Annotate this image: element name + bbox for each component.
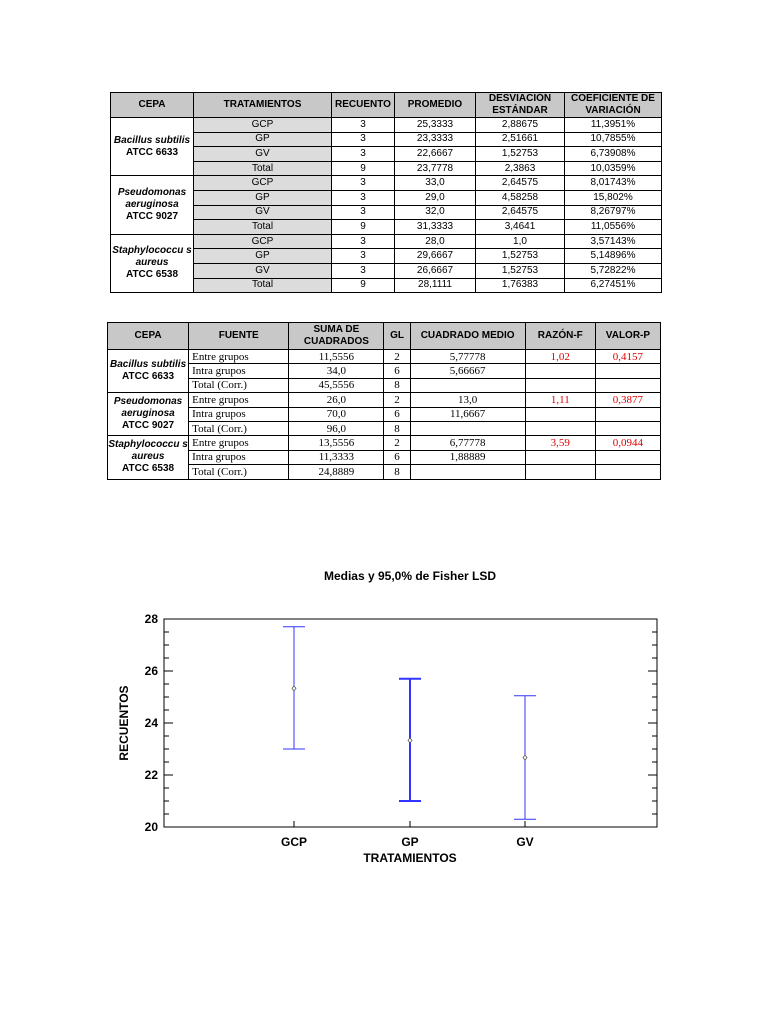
mean-square-cell: 6,77778	[410, 436, 525, 450]
table-row	[111, 263, 662, 278]
treatment-cell: GCP	[194, 234, 332, 249]
stdev-cell: 2,88675	[476, 118, 565, 133]
strain-cell	[111, 234, 194, 292]
mean-square-cell: 1,88889	[410, 450, 525, 464]
table-row	[108, 450, 661, 464]
source-cell: Total (Corr.)	[189, 465, 289, 479]
table2-header-row	[108, 323, 661, 350]
f-ratio-cell	[525, 465, 595, 479]
treatment-cell: GV	[194, 147, 332, 162]
table-row	[108, 378, 661, 392]
table-row	[111, 249, 662, 264]
source-cell: Entre grupos	[189, 393, 289, 407]
y-axis-label: RECUENTOS	[117, 685, 131, 761]
stdev-cell: 1,52753	[476, 263, 565, 278]
stdev-cell: 1,76383	[476, 278, 565, 293]
count-cell: 9	[332, 220, 395, 235]
x-tick-label: GP	[401, 835, 419, 849]
count-cell: 3	[332, 205, 395, 220]
strain-name: Pseudomonas aeruginosa	[117, 187, 187, 211]
strain-cell	[108, 436, 189, 479]
f-ratio-cell: 1,11	[525, 393, 595, 407]
header-recuento: RECUENTO	[332, 93, 395, 118]
f-ratio-cell	[525, 378, 595, 392]
p-value-cell	[595, 421, 660, 435]
sum-squares-cell: 96,0	[289, 421, 384, 435]
descriptive-stats-table	[110, 92, 662, 293]
stdev-cell: 2,3863	[476, 161, 565, 176]
table-row	[111, 118, 662, 133]
treatment-cell: GV	[194, 205, 332, 220]
mean-square-cell: 5,66667	[410, 364, 525, 378]
treatment-cell: GV	[194, 263, 332, 278]
p-value-cell	[595, 407, 660, 421]
treatment-cell: Total	[194, 278, 332, 293]
table-row	[108, 465, 661, 479]
mean-marker	[523, 755, 527, 760]
p-value-cell: 0,4157	[595, 350, 660, 364]
y-tick-label: 24	[144, 716, 158, 730]
header-gl: GL	[384, 323, 410, 350]
table-row	[108, 407, 661, 421]
table-row	[108, 421, 661, 435]
cv-cell: 3,57143%	[565, 234, 662, 249]
mean-cell: 26,6667	[395, 263, 476, 278]
treatment-cell: Total	[194, 220, 332, 235]
table-row	[111, 278, 662, 293]
cv-cell: 8,01743%	[565, 176, 662, 191]
count-cell: 9	[332, 161, 395, 176]
y-tick-label: 22	[144, 768, 158, 782]
strain-code: ATCC 6538	[122, 463, 175, 475]
stdev-cell: 1,52753	[476, 147, 565, 162]
treatment-cell: GP	[194, 132, 332, 147]
p-value-cell	[595, 364, 660, 378]
x-tick-label: GCP	[280, 835, 308, 849]
lsd-chart	[100, 560, 680, 880]
cv-cell: 10,0359%	[565, 161, 662, 176]
treatment-cell: GCP	[194, 118, 332, 133]
mean-square-cell	[410, 465, 525, 479]
stdev-cell: 1,0	[476, 234, 565, 249]
stdev-cell: 2,51661	[476, 132, 565, 147]
strain-name: Bacillus subtilis	[113, 134, 191, 146]
header-cuadrado-medio: CUADRADO MEDIO	[410, 323, 525, 350]
sum-squares-cell: 70,0	[289, 407, 384, 421]
table-row	[111, 220, 662, 235]
stdev-cell: 2,64575	[476, 205, 565, 220]
f-ratio-cell	[525, 407, 595, 421]
f-ratio-cell: 3,59	[525, 436, 595, 450]
cv-cell: 11,0556%	[565, 220, 662, 235]
mean-cell: 31,3333	[395, 220, 476, 235]
table-row	[108, 350, 661, 364]
source-cell: Total (Corr.)	[189, 421, 289, 435]
mean-square-cell: 13,0	[410, 393, 525, 407]
mean-cell: 25,3333	[395, 118, 476, 133]
f-ratio-cell	[525, 450, 595, 464]
df-cell: 6	[384, 364, 410, 378]
source-cell: Total (Corr.)	[189, 378, 289, 392]
sum-squares-cell: 11,5556	[289, 350, 384, 364]
stdev-cell: 4,58258	[476, 190, 565, 205]
p-value-cell	[595, 450, 660, 464]
strain-cell	[111, 176, 194, 234]
table-row	[111, 161, 662, 176]
strain-cell	[111, 118, 194, 176]
mean-marker	[408, 738, 412, 743]
cv-cell: 6,73908%	[565, 147, 662, 162]
header-coeficiente: COEFICIENTE DE VARIACIÓN	[565, 93, 662, 118]
mean-cell: 29,6667	[395, 249, 476, 264]
df-cell: 6	[384, 450, 410, 464]
header-valor-p: VALOR-P	[595, 323, 660, 350]
cv-cell: 6,27451%	[565, 278, 662, 293]
y-tick-label: 28	[144, 612, 158, 626]
strain-code: ATCC 9027	[125, 211, 179, 223]
mean-cell: 32,0	[395, 205, 476, 220]
mean-cell: 28,0	[395, 234, 476, 249]
cv-cell: 11,3951%	[565, 118, 662, 133]
stdev-cell: 1,52753	[476, 249, 565, 264]
y-tick-label: 20	[144, 820, 158, 834]
count-cell: 3	[332, 132, 395, 147]
mean-cell: 28,1111	[395, 278, 476, 293]
table1-header-row	[111, 93, 662, 118]
anova-table	[107, 322, 661, 480]
table-row	[111, 205, 662, 220]
strain-code: ATCC 6633	[122, 371, 175, 383]
df-cell: 2	[384, 436, 410, 450]
mean-cell: 29,0	[395, 190, 476, 205]
table-row	[108, 393, 661, 407]
strain-name: Bacillus subtilis	[110, 359, 187, 371]
source-cell: Intra grupos	[189, 407, 289, 421]
cv-cell: 5,14896%	[565, 249, 662, 264]
x-axis-label: TRATAMIENTOS	[363, 851, 457, 865]
lsd-chart-svg	[100, 560, 680, 880]
header-cepa: CEPA	[108, 323, 189, 350]
sum-squares-cell: 11,3333	[289, 450, 384, 464]
p-value-cell	[595, 465, 660, 479]
strain-name: Staphylococcu s aureus	[108, 439, 188, 463]
df-cell: 6	[384, 407, 410, 421]
count-cell: 9	[332, 278, 395, 293]
mean-square-cell	[410, 421, 525, 435]
mean-square-cell: 11,6667	[410, 407, 525, 421]
f-ratio-cell	[525, 364, 595, 378]
count-cell: 3	[332, 249, 395, 264]
table-row	[108, 436, 661, 450]
sum-squares-cell: 45,5556	[289, 378, 384, 392]
strain-name: Pseudomonas aeruginosa	[113, 396, 183, 420]
source-cell: Entre grupos	[189, 436, 289, 450]
treatment-cell: GCP	[194, 176, 332, 191]
table-row	[111, 234, 662, 249]
mean-cell: 33,0	[395, 176, 476, 191]
header-tratamientos: TRATAMIENTOS	[194, 93, 332, 118]
cv-cell: 10,7855%	[565, 132, 662, 147]
count-cell: 3	[332, 190, 395, 205]
sum-squares-cell: 34,0	[289, 364, 384, 378]
header-suma-cuadrados: SUMA DE CUADRADOS	[289, 323, 384, 350]
p-value-cell: 0,3877	[595, 393, 660, 407]
mean-cell: 23,7778	[395, 161, 476, 176]
source-cell: Entre grupos	[189, 350, 289, 364]
header-razon-f: RAZÓN-F	[525, 323, 595, 350]
sum-squares-cell: 13,5556	[289, 436, 384, 450]
f-ratio-cell	[525, 421, 595, 435]
mean-square-cell: 5,77778	[410, 350, 525, 364]
count-cell: 3	[332, 147, 395, 162]
treatment-cell: GP	[194, 249, 332, 264]
strain-name: Staphylococcu s aureus	[112, 245, 192, 269]
df-cell: 8	[384, 378, 410, 392]
chart-title: Medias y 95,0% de Fisher LSD	[323, 569, 497, 583]
header-cepa: CEPA	[111, 93, 194, 118]
count-cell: 3	[332, 234, 395, 249]
table-row	[111, 132, 662, 147]
strain-code: ATCC 6538	[125, 269, 179, 281]
treatment-cell: Total	[194, 161, 332, 176]
sum-squares-cell: 24,8889	[289, 465, 384, 479]
cv-cell: 15,802%	[565, 190, 662, 205]
header-desviacion: DESVIACIÓN ESTÁNDAR	[476, 93, 565, 118]
count-cell: 3	[332, 263, 395, 278]
table-row	[111, 147, 662, 162]
header-promedio: PROMEDIO	[395, 93, 476, 118]
f-ratio-cell: 1,02	[525, 350, 595, 364]
mean-cell: 23,3333	[395, 132, 476, 147]
sum-squares-cell: 26,0	[289, 393, 384, 407]
mean-square-cell	[410, 378, 525, 392]
mean-cell: 22,6667	[395, 147, 476, 162]
strain-code: ATCC 6633	[125, 146, 179, 158]
table-row	[111, 176, 662, 191]
source-cell: Intra grupos	[189, 364, 289, 378]
cv-cell: 8,26797%	[565, 205, 662, 220]
y-tick-label: 26	[144, 664, 158, 678]
df-cell: 8	[384, 421, 410, 435]
strain-cell	[108, 350, 189, 393]
x-tick-label: GV	[516, 835, 534, 849]
strain-cell	[108, 393, 189, 436]
p-value-cell	[595, 378, 660, 392]
mean-marker	[292, 686, 296, 691]
treatment-cell: GP	[194, 190, 332, 205]
table-row	[108, 364, 661, 378]
strain-code: ATCC 9027	[122, 420, 175, 432]
header-fuente: FUENTE	[189, 323, 289, 350]
count-cell: 3	[332, 118, 395, 133]
source-cell: Intra grupos	[189, 450, 289, 464]
stdev-cell: 2,64575	[476, 176, 565, 191]
table-row	[111, 190, 662, 205]
df-cell: 2	[384, 350, 410, 364]
df-cell: 2	[384, 393, 410, 407]
count-cell: 3	[332, 176, 395, 191]
p-value-cell: 0,0944	[595, 436, 660, 450]
cv-cell: 5,72822%	[565, 263, 662, 278]
stdev-cell: 3,4641	[476, 220, 565, 235]
df-cell: 8	[384, 465, 410, 479]
